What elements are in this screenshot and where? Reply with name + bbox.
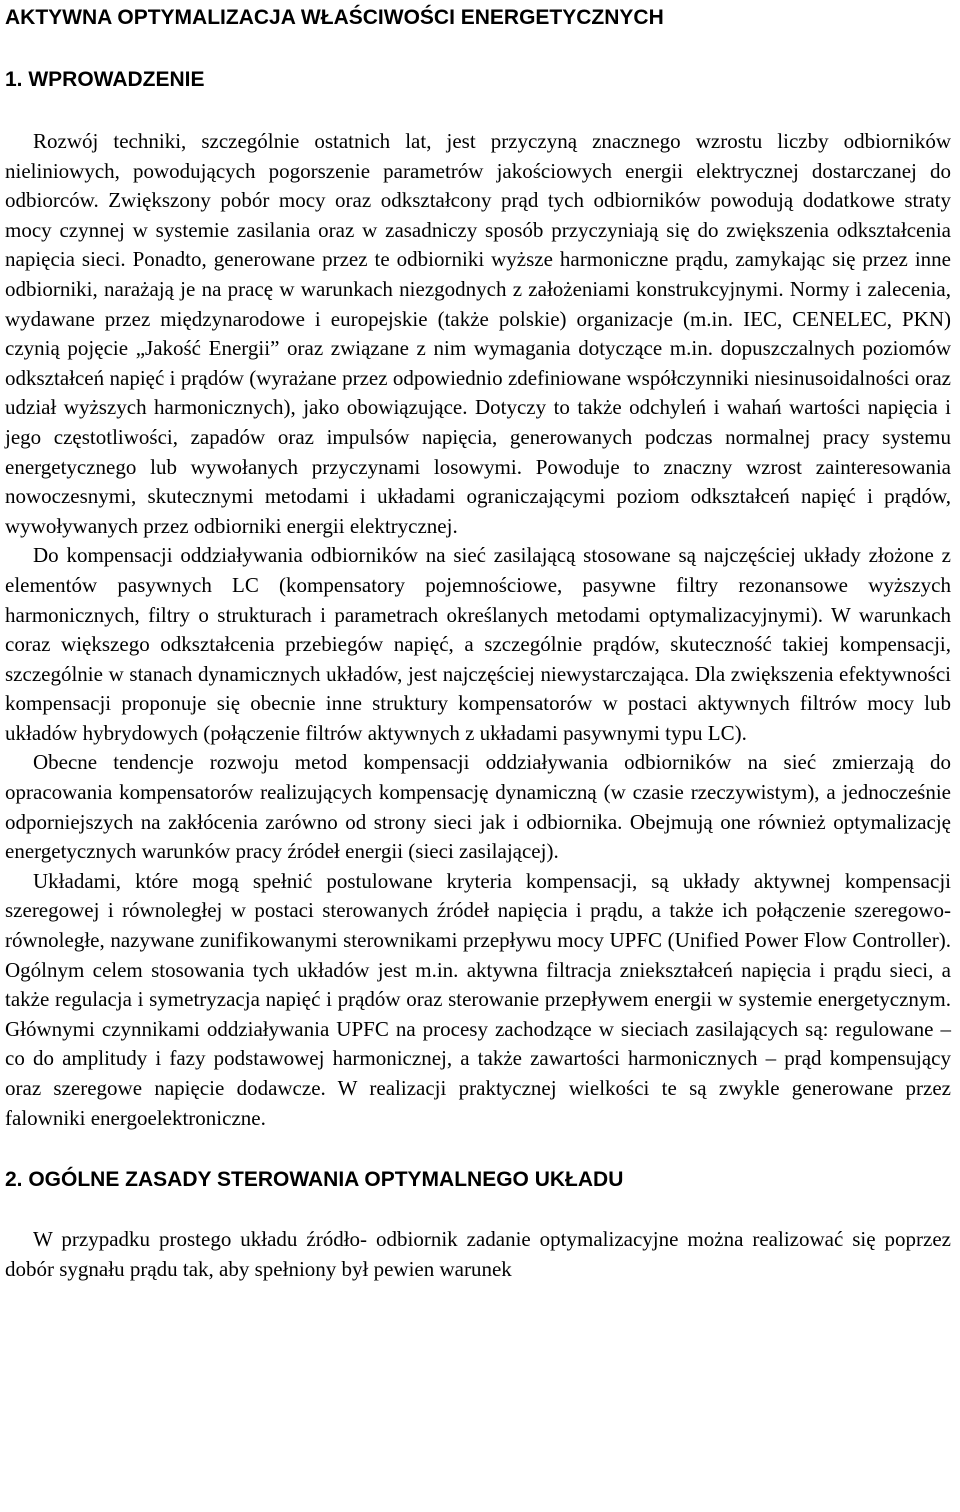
section-heading-control-principles: 2. OGÓLNE ZASADY STEROWANIA OPTYMALNEGO UKŁADU <box>5 1168 624 1192</box>
paragraph-control-principles-1: W przypadku prostego układu źródło- odbiornik zadanie optymalizacyjne można realizować się poprzez dobór sygnału prądu tak, aby spełniony był pewien warunek <box>5 1227 951 1281</box>
document-title: AKTYWNA OPTYMALIZACJA WŁAŚCIWOŚCI ENERGETYCZNYCH <box>5 6 664 29</box>
paragraph-introduction-4: Układami, które mogą spełnić postulowane kryteria kompensacji, są układy aktywnej kompensacji szeregowej i równoległej w postaci sterowanych źródeł napięcia i prądu, a także ich połączenie szeregowo- równoległe, nazywane zunifikowanymi sterownikami przepływu mocy UPFC (Unified Power Flow Controller). Ogólnym celem stosowania tych układów jest m.in. aktywna filtracja zniekształceń napięcia i prądu sieci, a także regulacja i symetryzacja napięć i prądów oraz sterowanie przepływem energii w systemie energetycznym. Głównymi czynnikami oddziaływania UPFC na procesy zachodzące w sieciach zasilających są: regulowane – co do amplitudy i fazy podstawowej harmonicznej, a także zawartości harmonicznych – prąd kompensujący oraz szeregowe napięcie dodawcze. W realizacji praktycznej wielkości te są zwykle generowane przez falowniki energoelektroniczne. <box>5 868 951 1130</box>
section-heading-introduction: 1. WPROWADZENIE <box>5 68 205 91</box>
document-page <box>5 0 951 1284</box>
paragraph-introduction-3: Obecne tendencje rozwoju metod kompensacji oddziaływania odbiorników na sieć zmierzają do opracowania kompensatorów realizujących kompensację dynamiczną (w czasie rzeczywistym), a jednocześnie odporniejszych na zakłócenia zarówno od strony sieci jak i odbiornika. Obejmują one również optymalizację energetycznych warunków pracy źródeł energii (sieci zasilającej). <box>5 750 951 864</box>
paragraph-introduction-2: Do kompensacji oddziaływania odbiorników na sieć zasilającą stosowane są najczęściej układy złożone z elementów pasywnych LC (kompensatory pojemnościowe, pasywne filtry rezonansowe wyższych harmonicznych, filtry o strukturach i parametrach określanych metodami optymalizacyjnymi). W warunkach coraz większego odkształcenia przebiegów napięć, a szczególnie prądów, skuteczność takiej kompensacji, szczególnie w stanach dynamicznych układów, jest najczęściej niewystarczająca. Dla zwiększenia efektywności kompensacji proponuje się obecnie inne struktury kompensatorów w postaci aktywnych filtrów mocy lub układów hybrydowych (połączenie filtrów aktywnych z układami pasywnymi typu LC). <box>5 543 951 745</box>
paragraph-introduction-1: Rozwój techniki, szczególnie ostatnich lat, jest przyczyną znacznego wzrostu liczby odbiorników nieliniowych, powodujących pogorszenie parametrów jakościowych energii elektrycznej dostarczanej do odbiorców. Zwiększony pobór mocy oraz odkształcony prąd tych odbiorników powodują dodatkowe straty mocy czynnej w systemie zasilania oraz w zasadniczy sposób przyczyniają się do zwiększenia odkształcenia napięcia sieci. Ponadto, generowane przez te odbiorniki wyższe harmoniczne prądu, zamykając się przez inne odbiorniki, narażają je na pracę w warunkach niezgodnych z założeniami konstrukcyjnymi. Normy i zalecenia, wydawane przez międzynarodowe i europejskie (także polskie) organizacje (m.in. IEC, CENELEC, PKN) czynią pojęcie „Jakość Energii” oraz związane z nim wymagania dotyczące m.in. dopuszczalnych poziomów odkształceń napięć i prądów (wyrażane przez odpowiednio zdefiniowane współczynniki niesinusoidalności oraz udział wyższych harmonicznych), jako obowiązujące. Dotyczy to także odchyleń i wahań wartości napięcia i jego częstotliwości, zapadów oraz impulsów napięcia, generowanych podczas normalnej pracy systemu energetycznego lub wywołanych przyczynami losowymi. Powoduje to znaczny wzrost zainteresowania nowoczesnymi, skutecznymi metodami i układami ograniczającymi poziom odkształceń napięć i prądów, wywoływanych przez odbiorniki energii elektrycznej. <box>5 129 951 538</box>
